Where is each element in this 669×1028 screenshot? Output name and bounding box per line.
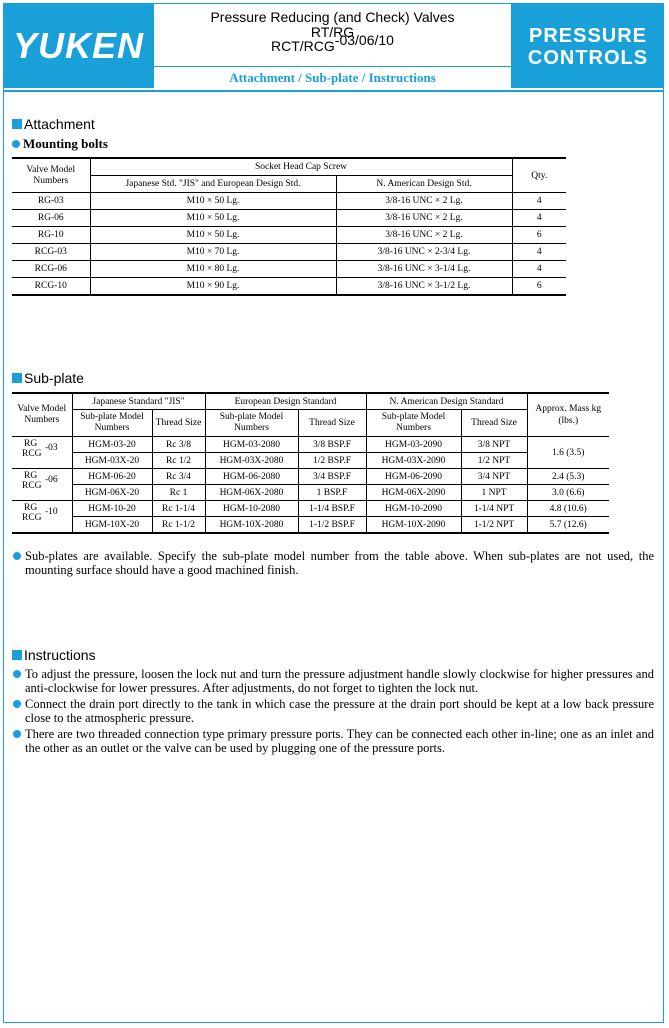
table-row: [12, 501, 609, 517]
table-header-row: [12, 176, 566, 193]
col-thread-header: Thread Size: [152, 410, 205, 437]
page-subtitle: Attachment / Sub-plate / Instructions: [154, 66, 511, 89]
cell: 3/4 NPT: [461, 469, 527, 485]
cell: Rc 1-1/4: [152, 501, 205, 517]
instruction-text: There are two threaded connection type primary pressure ports. They can be connected each other in-line; one as an inlet and the other as an outlet or the valve can be used by plugging one of the pressure ports.: [25, 727, 654, 755]
cell: HGM-03X-2090: [366, 453, 461, 469]
cell: 3/8-16 UNC × 2 Lg.: [336, 227, 512, 244]
model-size-suffix: -03/06/10: [334, 32, 394, 48]
cell: 4: [512, 210, 566, 227]
cell: M10 × 50 Lg.: [90, 210, 336, 227]
cell: 3/8-16 UNC × 3-1/4 Lg.: [336, 261, 512, 278]
table-header-row: [12, 410, 609, 437]
square-bullet-icon: [12, 373, 22, 383]
category-line-2: CONTROLS: [527, 47, 649, 69]
cell: 1-1/4 NPT: [461, 501, 527, 517]
cell: 1-1/2 BSP.F: [298, 517, 366, 534]
cell: RCG-06: [12, 261, 90, 278]
model-rcg: RCG: [22, 449, 42, 459]
cell: 3/8-16 UNC × 3-1/2 Lg.: [336, 278, 512, 296]
logo-box: [3, 3, 154, 88]
cell: Rc 1/2: [152, 453, 205, 469]
cell: HGM-06-2080: [205, 469, 298, 485]
col-sub-header: Sub-plate Model Numbers: [366, 410, 461, 437]
col-screw-header: Socket Head Cap Screw: [254, 162, 348, 172]
header-rule: [3, 90, 664, 92]
mass-cell: 1.6 (3.5): [527, 437, 609, 469]
cell: RG-03: [12, 193, 90, 210]
mass-cell: 4.8 (10.6): [527, 501, 609, 517]
model-size: -10: [45, 507, 58, 517]
cell: HGM-10X-2080: [205, 517, 298, 534]
col-sub-header: Sub-plate Model Numbers: [72, 410, 152, 437]
col-jis-header: Japanese Standard "JIS": [72, 393, 205, 410]
table-row: [12, 193, 566, 210]
cell: 3/8-16 UNC × 2 Lg.: [336, 193, 512, 210]
col-thread-header: Thread Size: [298, 410, 366, 437]
cell: 4: [512, 193, 566, 210]
title-block: [154, 3, 511, 66]
subplate-heading-text: Sub-plate: [24, 370, 84, 386]
model-size: -03: [45, 443, 58, 453]
model-line-1: RT/RG: [310, 24, 355, 40]
subplate-heading: [12, 370, 84, 386]
table-row: [12, 437, 609, 453]
cell: 3/4 BSP.F: [298, 469, 366, 485]
round-bullet-icon: [13, 670, 21, 678]
table-row: [12, 210, 566, 227]
mass-cell: 2.4 (5.3): [527, 469, 609, 485]
square-bullet-icon: [12, 650, 22, 660]
yuken-logo: YUKEN: [12, 24, 145, 66]
cell: 6: [512, 227, 566, 244]
cell: HGM-03X-2080: [205, 453, 298, 469]
cell: HGM-06X-2090: [366, 485, 461, 501]
cell: HGM-10-20: [72, 501, 152, 517]
mounting-bolts-heading-text: Mounting bolts: [23, 136, 108, 151]
cell: HGM-06X-20: [72, 485, 152, 501]
col-qty-header: Qty.: [512, 158, 566, 193]
model-rg: RG: [24, 503, 38, 513]
table-header-row: [12, 158, 566, 176]
instruction-item: [12, 727, 654, 755]
cell: 4: [512, 261, 566, 278]
table-row: [12, 485, 609, 501]
model-cell: [12, 437, 72, 469]
cell: HGM-10-2090: [366, 501, 461, 517]
subplate-note-text: Sub-plates are available. Specify the sub-plate model number from the table above. When sub-plates are not used, the mounting surface should have a good machined finish.: [25, 549, 654, 577]
cell: 1-1/4 BSP.F: [298, 501, 366, 517]
cell: RG-10: [12, 227, 90, 244]
table-row: [12, 469, 609, 485]
cell: HGM-03-2080: [205, 437, 298, 453]
cell: M10 × 50 Lg.: [90, 227, 336, 244]
cell: HGM-03-20: [72, 437, 152, 453]
attachment-heading: [12, 116, 95, 132]
cell: M10 × 80 Lg.: [90, 261, 336, 278]
cell: RCG-03: [12, 244, 90, 261]
instructions-heading: [12, 647, 96, 663]
cell: Rc 1: [152, 485, 205, 501]
subplate-note: [12, 549, 654, 577]
table-row: [12, 517, 609, 534]
square-bullet-icon: [12, 119, 22, 129]
cell: HGM-03-2090: [366, 437, 461, 453]
model-cell: [12, 501, 72, 534]
instruction-text: Connect the drain port directly to the tank in which case the pressure at the drain port should be kept at a low back pressure close to the atmospheric pressure.: [25, 697, 654, 725]
col-sub-header: Sub-plate Model Numbers: [205, 410, 298, 437]
round-bullet-icon: [12, 140, 20, 148]
instructions-heading-text: Instructions: [24, 647, 96, 663]
model-rcg: RCG: [22, 513, 42, 523]
model-rcg: RCG: [22, 481, 42, 491]
cell: M10 × 50 Lg.: [90, 193, 336, 210]
cell: 3/8 NPT: [461, 437, 527, 453]
mass-cell: 5.7 (12.6): [527, 517, 609, 534]
cell: HGM-03X-20: [72, 453, 152, 469]
instruction-text: To adjust the pressure, loosen the lock nut and turn the pressure adjustment handle slowly clockwise for higher pressures and anti-clockwise for lower pressures. After adjustments, do not forget to tighten the lock nut.: [25, 667, 654, 695]
mounting-bolts-table: [12, 157, 566, 296]
table-row: [12, 227, 566, 244]
col-jis-header: Japanese Std. "JIS" and European Design Std.: [90, 176, 336, 193]
cell: RCG-10: [12, 278, 90, 296]
round-bullet-icon: [13, 700, 21, 708]
col-na-header: N. American Design Standard: [366, 393, 527, 410]
model-rg: RG: [24, 439, 38, 449]
mounting-bolts-heading: [12, 136, 108, 152]
page-header: [3, 3, 664, 88]
subplate-table: [12, 392, 609, 534]
cell: 1/2 BSP.F: [298, 453, 366, 469]
model-rg: RG: [24, 471, 38, 481]
cell: M10 × 90 Lg.: [90, 278, 336, 296]
cell: 3/8-16 UNC × 2-3/4 Lg.: [336, 244, 512, 261]
table-row: [12, 453, 609, 469]
cell: 1 NPT: [461, 485, 527, 501]
col-model-header: Valve Model Numbers: [12, 158, 90, 193]
model-size: -06: [45, 475, 58, 485]
model-line-2-text: RCT/RCG: [271, 38, 335, 54]
col-mass-header: Approx. Mass kg (lbs.): [527, 393, 609, 437]
category-box: [512, 3, 664, 88]
cell: 1 BSP.F: [298, 485, 366, 501]
instruction-item: [12, 667, 654, 695]
cell: Rc 1-1/2: [152, 517, 205, 534]
table-row: [12, 261, 566, 278]
cell: Rc 3/8: [152, 437, 205, 453]
attachment-heading-text: Attachment: [24, 116, 95, 132]
cell: HGM-06X-2080: [205, 485, 298, 501]
table-row: [12, 244, 566, 261]
cell: 1/2 NPT: [461, 453, 527, 469]
cell: HGM-10-2080: [205, 501, 298, 517]
cell: HGM-10X-20: [72, 517, 152, 534]
cell: HGM-10X-2090: [366, 517, 461, 534]
cell: 6: [512, 278, 566, 296]
category-line-1: PRESSURE: [528, 25, 648, 47]
cell: 3/8-16 UNC × 2 Lg.: [336, 210, 512, 227]
col-model-header: Valve Model Numbers: [12, 393, 72, 437]
cell: HGM-06-20: [72, 469, 152, 485]
col-eu-header: European Design Standard: [205, 393, 366, 410]
round-bullet-icon: [13, 552, 21, 560]
title-box: [154, 3, 512, 88]
col-na-header: N. American Design Std.: [336, 176, 512, 193]
col-thread-header: Thread Size: [461, 410, 527, 437]
cell: 3/8 BSP.F: [298, 437, 366, 453]
cell: RG-06: [12, 210, 90, 227]
cell: 4: [512, 244, 566, 261]
table-row: [12, 278, 566, 296]
mass-cell: 3.0 (6.6): [527, 485, 609, 501]
product-title: Pressure Reducing (and Check) Valves: [210, 9, 455, 25]
cell: M10 × 70 Lg.: [90, 244, 336, 261]
table-header-row: [12, 393, 609, 410]
cell: HGM-06-2090: [366, 469, 461, 485]
round-bullet-icon: [13, 730, 21, 738]
cell: 1-1/2 NPT: [461, 517, 527, 534]
model-cell: [12, 469, 72, 501]
cell: Rc 3/4: [152, 469, 205, 485]
instruction-item: [12, 697, 654, 725]
